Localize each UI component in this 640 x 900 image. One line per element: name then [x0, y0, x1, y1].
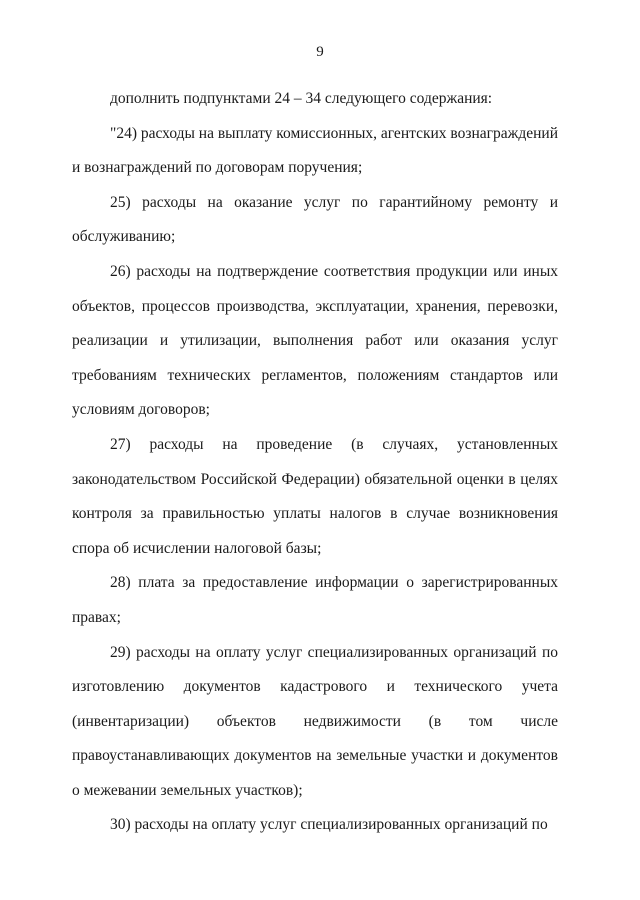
paragraph-item-30: 30) расходы на оплату услуг специализированных организаций по — [110, 816, 548, 834]
paragraph-item-27: 27) расходы на проведение (в случаях, установленных законодательством Российской Федерации) обязательной оценки в целях контроля за правильностью уплаты налогов в случае возникновения спора об исчислении налоговой базы; — [72, 435, 558, 557]
paragraph-item-24: "24) расходы на выплату комиссионных, агентских вознаграждений и вознаграждений по договорам поручения; — [72, 124, 559, 177]
paragraph-intro: дополнить подпунктами 24 – 34 следующего содержания: — [110, 90, 493, 107]
paragraph-item-25: 25) расходы на оказание услуг по гарантийному ремонту и обслуживанию; — [72, 193, 558, 246]
paragraph-item-28: 28) плата за предоставление информации о зарегистрированных правах; — [72, 574, 558, 626]
paragraph-item-26: 26) расходы на подтверждение соответствия продукции или иных объектов, процессов производства, эксплуатации, хранения, перевозки, реализации и утилизации, выполнения работ или оказания услуг требованиям технических регламентов, положениям стандартов или условиям договоров; — [72, 262, 558, 419]
page-number: 9 — [316, 44, 324, 60]
paragraph-item-29: 29) расходы на оплату услуг специализированных организаций по изготовлению документов кадастрового и технического учета (инвентаризации) объектов недвижимости (в том числе правоустанавливающих документов на земельные участки и документов о межевании земельных участков); — [72, 643, 558, 799]
document-body — [72, 82, 558, 843]
